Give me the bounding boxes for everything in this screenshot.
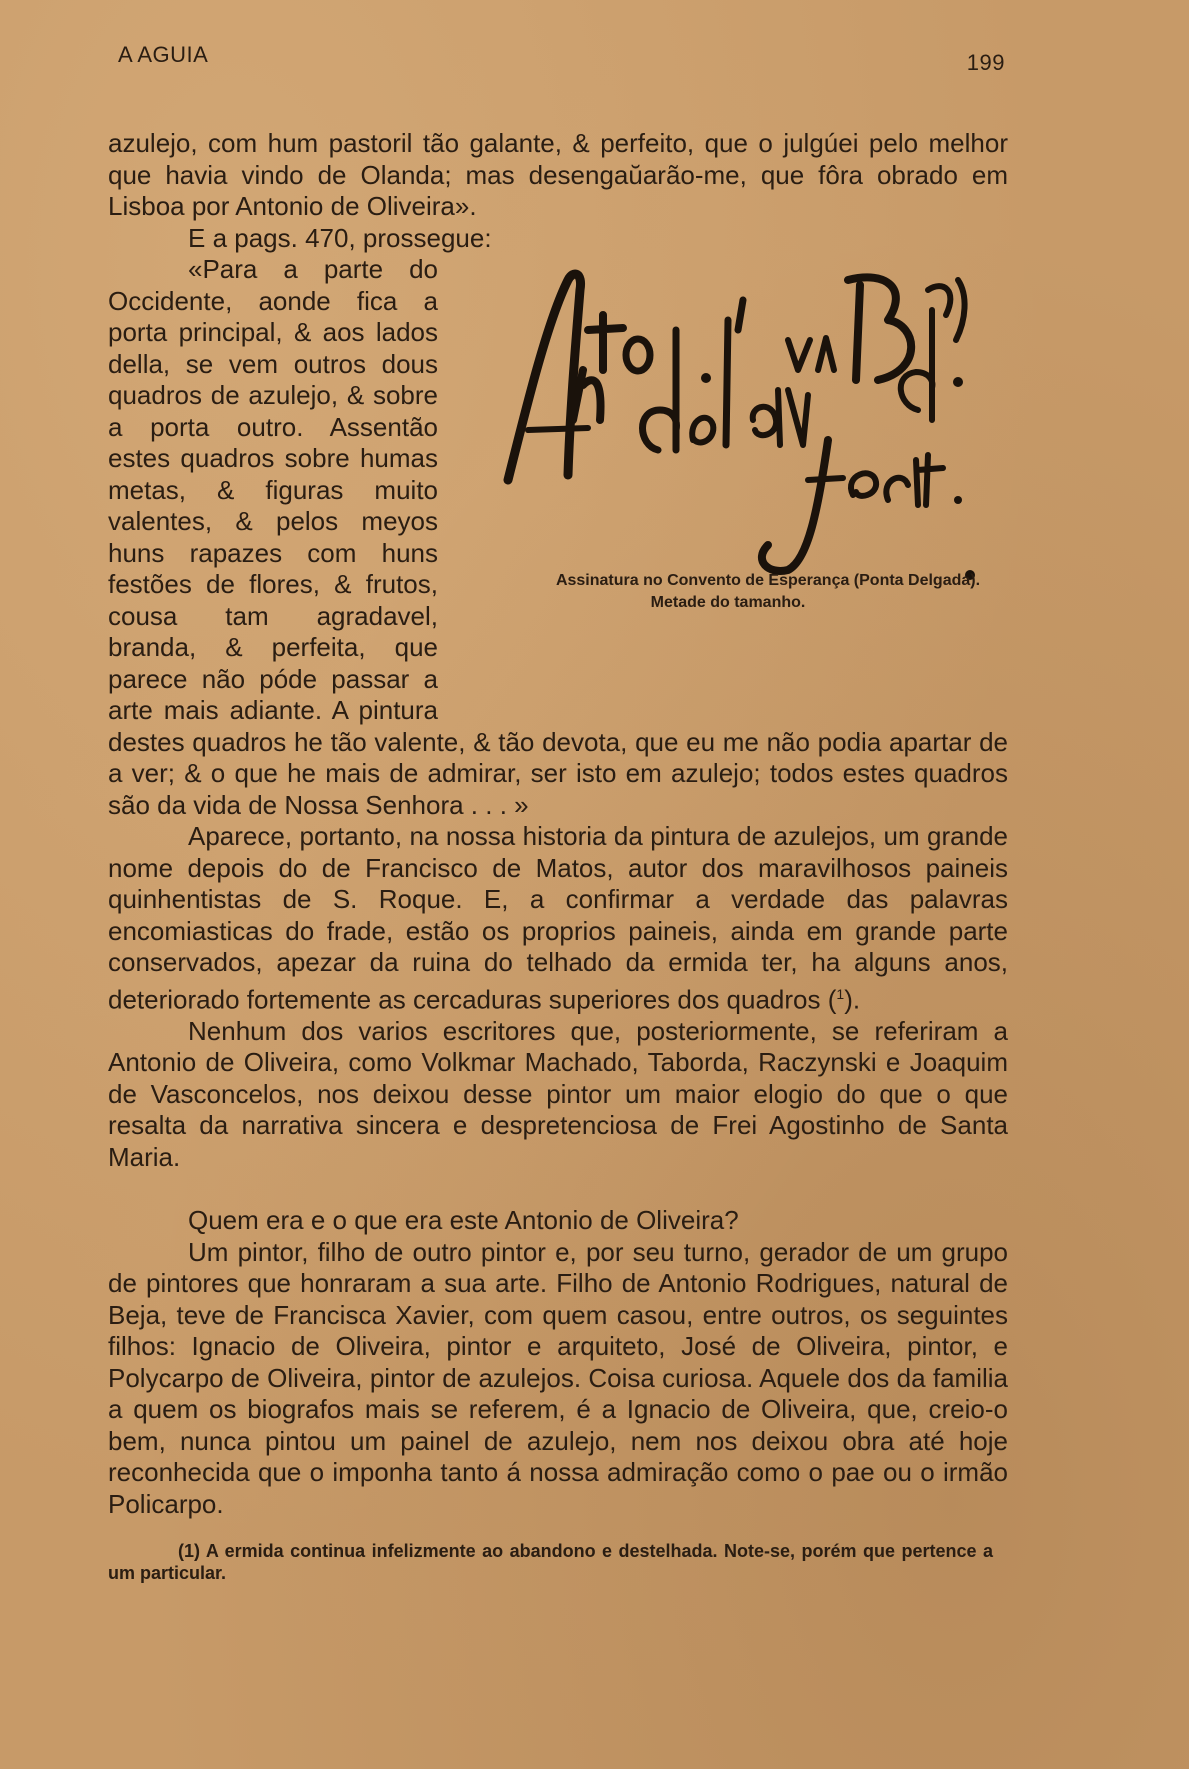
paragraph-4-text: Aparece, portanto, na nossa historia da pintura de azulejos, um grande nome depois do de Francisco de Matos, autor dos maravilhosos paineis quinhentistas de S. Roque. E, a confirmar a verdade das palavras encomiasticas do frade, estão os proprios paineis, ainda em grande parte conservados, apezar da ruina do telhado da ermida ter, ha alguns anos, deteriorado fortemente as cercaduras superiores dos quadros ( xyxy=(108,821,1008,1015)
caption-line-1: Assinatura no Convento de Esperança (Ponta Delgada). xyxy=(555,572,981,589)
paragraph-4 xyxy=(108,821,1008,1016)
signature-figure xyxy=(448,260,1008,696)
paragraph-7: Um pintor, filho de outro pintor e, por seu turno, gerador de um grupo de pintores que honraram a sua arte. Filho de Antonio Rodrigues, natural de Beja, teve de Francisca Xavier, com quem casou, entre outros, os seguintes filhos: Ignacio de Oliveira, pintor e arquiteto, José de Oliveira, pintor, e Polycarpo de Oliveira, pintor de azulejos. Coisa curiosa. Aquele dos da familia a quem os biografos mais se referem, é a Ignacio de Oliveira, que, creio-o bem, nunca pintou um painel de azulejo, nem nos deixou obra até hoje reconhecida que o imponha tanto á nossa admiração como o pae ou o irmão Policarpo. xyxy=(108,1236,1008,1519)
footnote-text: A ermida continua infelizmente ao abandono e destelhada. Note-se, porém que pertence a um particular. xyxy=(108,1541,993,1583)
paragraph-5: Nenhum dos varios escritores que, posteriormente, se referiram a Antonio de Oliveira, como Volkmar Machado, Taborda, Raczynski e Joaquim de Vasconcelos, nos deixou desse pintor um maior elogio do que o que resalta da narrativa sincera e despretenciosa de Frei Agostinho de Santa Maria. xyxy=(108,1015,1008,1172)
page-number: 199 xyxy=(966,50,1005,75)
paragraph-1: azulejo, com hum pastoril tão galante, & perfeito, que o julgúei pelo melhor que havia vindo de Olanda; mas desengaŭarão-me, que fôra obrado em Lisboa por Antonio de Oliveira». xyxy=(108,128,1008,221)
footnote-reference: 1 xyxy=(836,985,845,1002)
paragraph-2: E a pags. 470, prossegue: xyxy=(188,222,492,253)
footnote-marker: (1) xyxy=(178,1541,201,1561)
body-text xyxy=(108,128,1008,1520)
footnote xyxy=(108,1540,993,1584)
footnote-marker-number: 1 xyxy=(184,1541,195,1561)
paragraph-6: Quem era e o que era este Antonio de Oliveira? xyxy=(188,1205,739,1236)
caption-line-2: Metade do tamanho. xyxy=(650,594,806,611)
journal-title: A AGUIA xyxy=(118,42,209,67)
signature-image xyxy=(488,260,978,585)
section-spacer xyxy=(108,1173,1008,1205)
paragraph-4-end: ). xyxy=(844,984,861,1015)
figure-caption xyxy=(448,570,1008,614)
paragraph-3 xyxy=(108,254,1008,821)
paragraph-3-text: «Para a parte do Occidente, aonde fica a porta principal, & aos lados della, se vem outros dous quadros de azulejo, & sobre a porta outro. Assentão estes quadros sobre humas metas, & figuras muito valentes, & pelos meyos huns rapazes com huns festões de flores, & frutos, cousa tam agradavel, branda, & perfeita, que parece não póde passar a arte mais adiante. A pintura destes quadros he tão valente, & tão devota, que eu me não podia apartar de a ver; & o que he mais de admirar, ser isto em azulejo; todos estes quadros são da vida de Nossa Senhora . . . » xyxy=(108,254,1008,820)
